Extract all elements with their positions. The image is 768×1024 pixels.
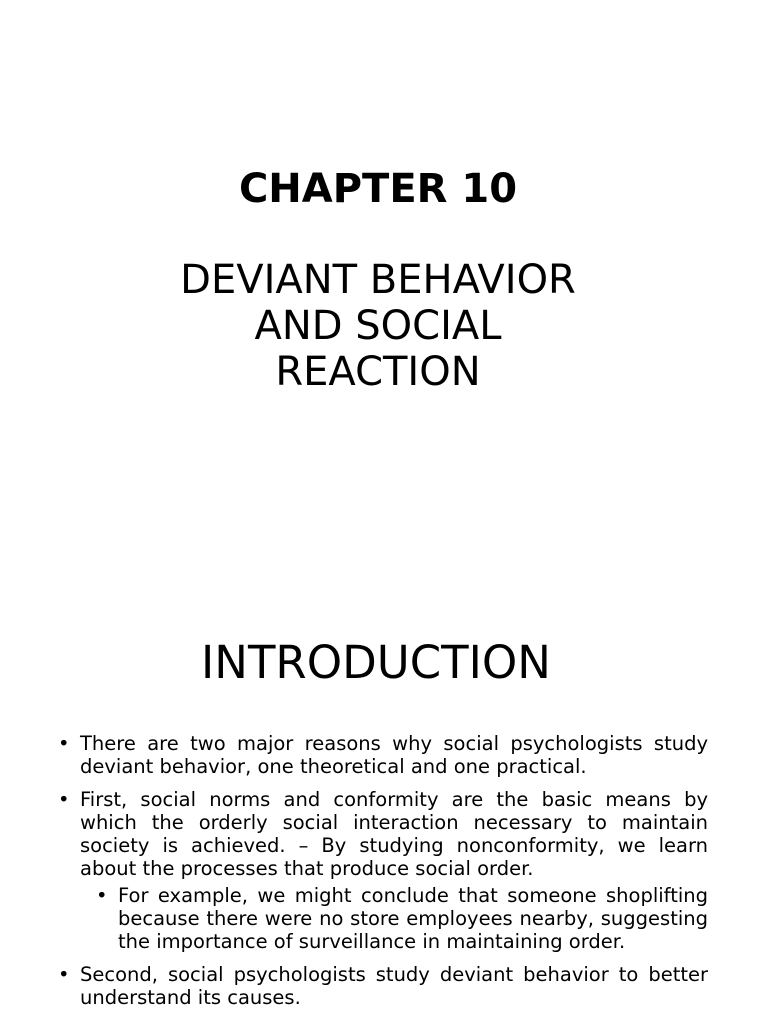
bullet-item: • There are two major reasons why social psychologists study deviant behavior, one theoretical and one practical. (58, 732, 708, 778)
subtitle-line: AND SOCIAL (254, 303, 502, 349)
subtitle-line: REACTION (275, 349, 481, 395)
chapter-title: CHAPTER 10 (238, 166, 518, 212)
sub-bullet-item: • For example, we might conclude that someone shoplifting because there were no store employees nearby, suggesting the importance of surveillance in maintaining order. (96, 884, 708, 953)
introduction-title: INTRODUCTION (201, 636, 551, 689)
bullet-item: • First, social norms and conformity are the basic means by which the orderly social interaction necessary to maintain society is achieved. – By studying nonconformity, we learn about the processes that produce social order. (58, 788, 708, 880)
bullet-item: • Second, social psychologists study deviant behavior to better understand its causes. (58, 963, 708, 1009)
bullet-list (58, 732, 708, 1019)
subtitle-line: DEVIANT BEHAVIOR (180, 257, 576, 303)
introduction-slide (0, 576, 768, 1024)
chapter-subtitle (0, 257, 756, 395)
